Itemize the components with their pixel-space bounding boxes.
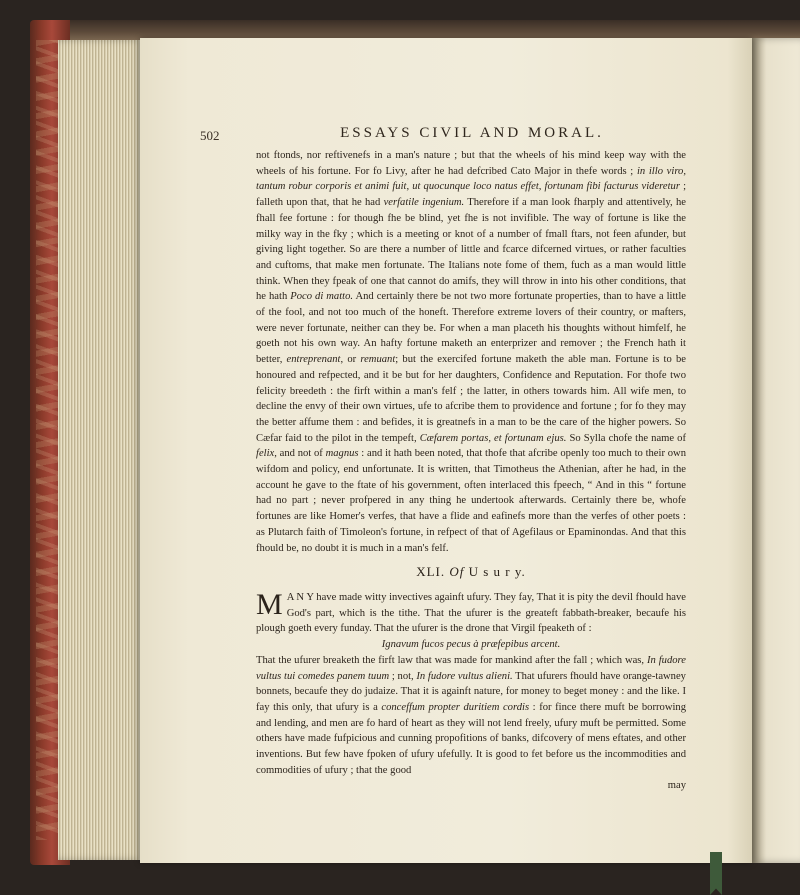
page-stack-edges — [58, 40, 144, 860]
text-run: ; not, — [389, 670, 417, 682]
french-word: entreprenant — [286, 354, 341, 366]
book-top-edge — [40, 20, 800, 40]
text-run: , and not of — [274, 448, 326, 460]
text-run: : for fince there muft be borrowing and lending, and men are fo hard of heart as they will not lend freely, ufury muft be permitted. Some others have made fufpicious and cunning propofitions of banks, difcovery of mens eftates, and other inventions. But few have fpoken of ufury ufefully. It is good to fet before us the incommodities and commodities of ufury ; that the good — [256, 701, 687, 776]
text-run: ; but the exercifed fortune maketh the able man. Fortune is to be honoured and refpected, and it be but for her daughters, Confidence and Reputation. For thofe two felicity breedeth : the firft within a man's felf ; the latter, in others towards him. All wife men, to decline the envy of their own virtues, ufe to afcribe them to providence and fortune ; for fo they may the better affume them : and befides, it is greatnefs in a man to be the care of the higher powers. So Cæfar faid to the pilot in the tempeft, — [256, 354, 686, 444]
text-run: A N Y have made witty invectives againft ufury. They fay, That it is pity the devil fhould have God's part, which is the tithe. That the ufurer is the greateft fabbath-breaker, becaufe his plough goeth every funday. That the ufurer is the drone that Virgil fpeaketh of : — [256, 591, 686, 635]
chapter-number: XLI. — [416, 564, 446, 580]
virgil-quotation: Ignavum fucos pecus à præfepibus arcent. — [381, 639, 561, 651]
text-run: That ufurers fhould have orange-tawney bonnets, becaufe they do judaize. That it is againft nature, for money to beget money : and the like. I fay this only, that ufury is a — [256, 670, 686, 713]
latin-word: magnus — [325, 448, 359, 460]
catchword: may — [667, 780, 686, 792]
essay-conclusion-paragraph — [256, 148, 686, 556]
running-head: ESSAYS CIVIL AND MORAL. — [340, 125, 604, 141]
chapter-heading — [256, 564, 686, 580]
latin-phrase: conceffum propter duritiem cordis — [381, 701, 530, 713]
latin-word: felix — [256, 448, 275, 460]
latin-quotation: In fudore vultus tui comedes panem tuum — [256, 654, 686, 682]
text-run: Therefore if a man look fharply and attentively, he fhall fee fortune : for though fhe be blind, yet fhe is not invifible. The way of fortune is like the milky way in the fky ; which is a meeting or knot of a number of fmall ftars, not feen afunder, but giving light together. So are there a number of little and fcarce difcerned virtues, or rather faculties and cuftoms, that make men fortunate. The Italians note fome of them, fuch as a man would little think. When they fpeak of one that cannot do amifs, they will throw in into his other conditions, that he hath — [256, 197, 686, 303]
latin-quotation: In fudore vultus alieni. — [416, 670, 513, 682]
usury-paragraph-1 — [256, 587, 686, 637]
facing-page-edge — [752, 38, 800, 863]
marbled-endpaper — [36, 40, 58, 840]
text-run: ; falleth upon that, that he had — [256, 181, 687, 209]
page-number: 502 — [200, 128, 220, 143]
text-run: : and it hath been noted, that thofe that afcribe openly too much to their own wifdom and policy, end unfortunate. It is written, that Timotheus the Athenian, after he had, in the account he gave to the ftate of his government, often interlaced this fpeech, “ And in this “ fortune had no part ; never profpered in any thing he undertook afterwards. Certainly there be, whofe fortunes are like Homer's verfes, that have a flide and eafinefs more than the verfes of other poets : as Plutarch faith of Timoleon's fortune, in refpect of that of Agefilaus or Epaminondas. And that this fhould be, no doubt it is much in a man's felf. — [256, 448, 686, 554]
text-run: So Sylla chofe the name of — [566, 432, 687, 444]
text-run: And certainly there be not two more fortunate properties, than to have a little of the fool, and not too much of the honeft. Therefore extreme lovers of their country, or mafters, were never fortunate, neither can they be. For when a man placeth his thoughts without himfelf, he goeth not his own way. An hafty fortune maketh an enterprizer and remover ; the French hath it better, — [256, 291, 686, 366]
chapter-of: Of — [449, 564, 465, 580]
page-text — [256, 148, 686, 794]
text-run: That the ufurer breaketh the firft law that was made for mankind after the fall ; which was, — [256, 654, 647, 666]
italian-phrase: Poco di matto. — [290, 291, 354, 303]
latin-quotation: in illo viro, tantum robur corporis et animi fuit, ut quocunque loco natus effet, fortunam fibi facturus videretur — [256, 165, 687, 193]
text-run: , or — [340, 354, 361, 366]
usury-paragraph-2 — [256, 653, 686, 779]
drop-cap: M — [256, 587, 283, 621]
latin-quotation: Cæfarem portas, et fortunam ejus. — [419, 432, 567, 444]
bookmark-ribbon — [710, 852, 722, 895]
chapter-title: U s u r y. — [468, 564, 526, 580]
french-word: remuant — [360, 354, 396, 366]
text-run: not ftonds, nor reftivenefs in a man's nature ; but that the wheels of his mind keep way with the wheels of his fortune. For fo Livy, after he had defcribed Cato Major in thefe words ; — [256, 150, 686, 177]
latin-phrase: verfatile ingenium. — [383, 197, 465, 209]
